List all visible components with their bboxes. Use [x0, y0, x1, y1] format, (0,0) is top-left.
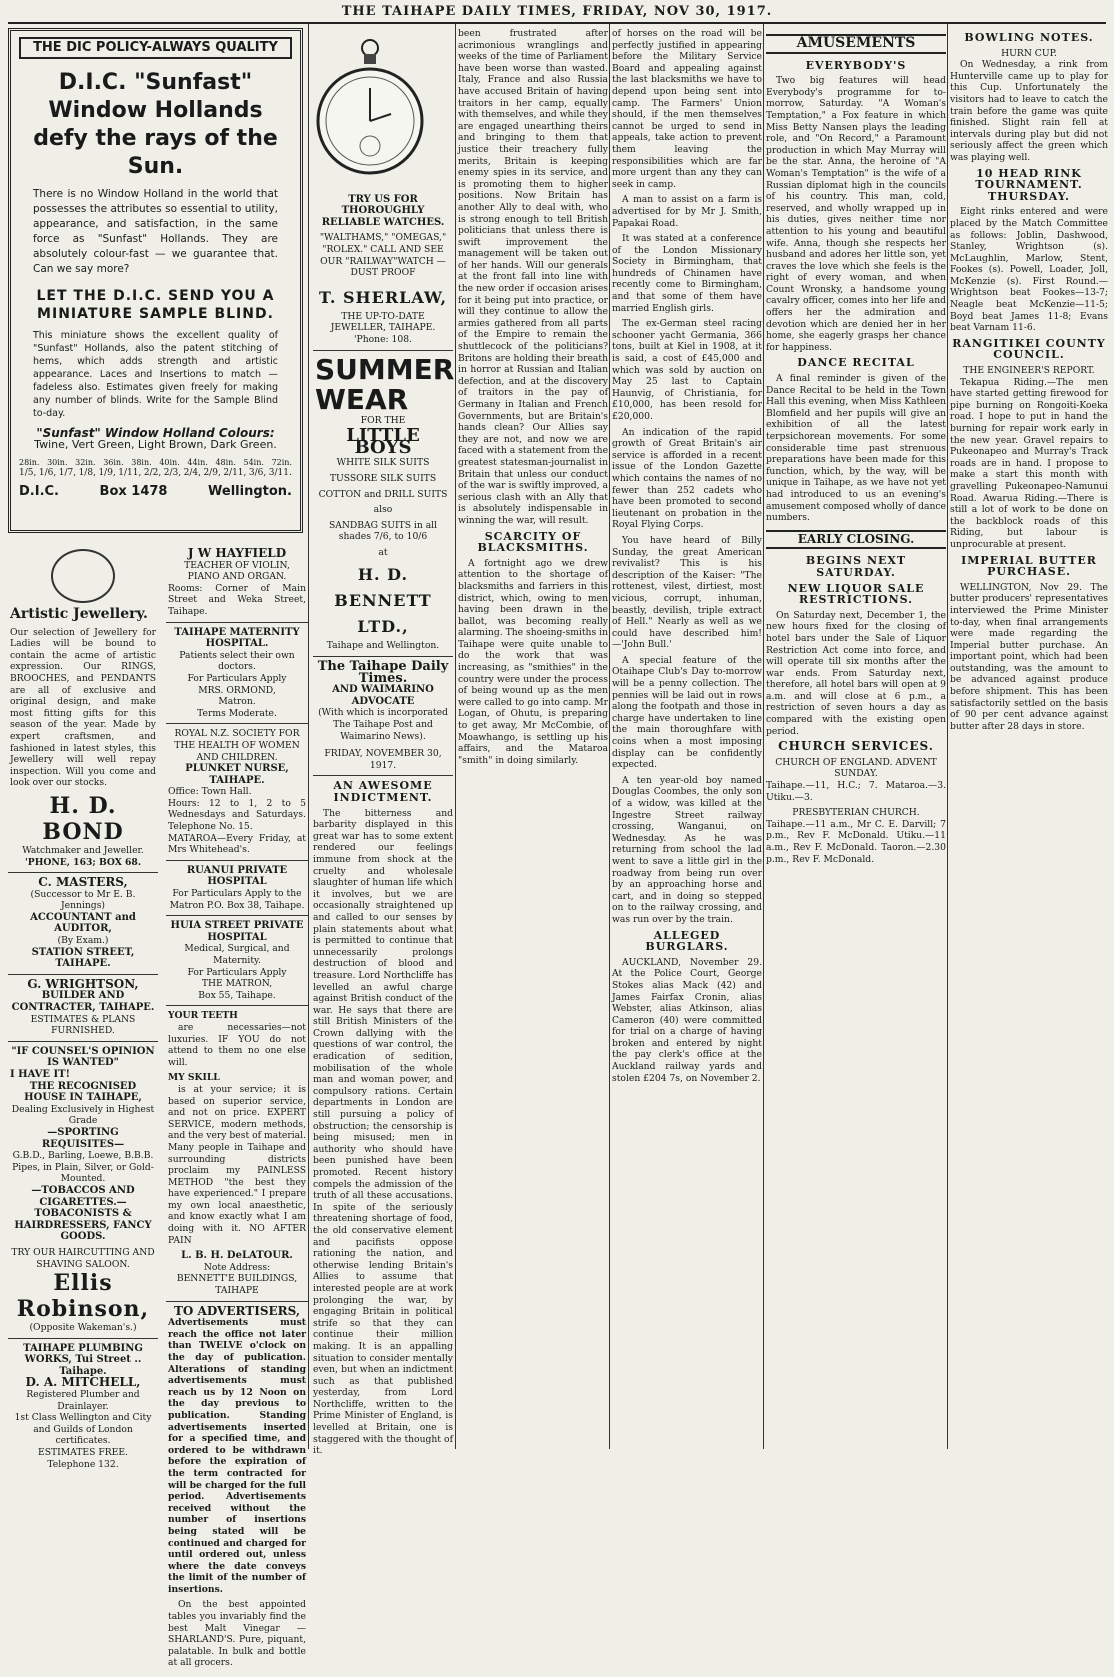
maternity-line1: Patients select their own doctors.: [179, 649, 295, 673]
hayfield-line1: TEACHER OF VIOLIN, PIANO AND ORGAN.: [184, 559, 290, 583]
plunket-title: ROYAL N.Z. SOCIETY FOR THE HEALTH OF WOMEN AND CHILDREN.: [174, 728, 300, 763]
masters-line1: ACCOUNTANT and AUDITOR,: [30, 911, 136, 935]
robinson-ad: [8, 1042, 158, 1339]
summer-item: also: [373, 504, 393, 516]
masters-sub: (Successor to Mr E. B. Jennings): [30, 888, 136, 912]
robinson-name: Ellis Robinson,: [16, 1270, 150, 1323]
sherlaw-phone: 'Phone: 108.: [354, 333, 412, 345]
news-item-farm: A man to assist on a farm is advertised for by Mr J. Smith, Papakai Road.: [612, 194, 762, 229]
plunket-ad: [166, 724, 308, 861]
indictment-title: AN AWESOME INDICTMENT.: [333, 779, 433, 804]
summer-boys: LITTLE BOYS: [346, 425, 420, 458]
price-label: 3/6,: [248, 468, 267, 479]
maternity-title: TAIHAPE MATERNITY HOSPITAL.: [174, 626, 300, 650]
price-label: 2/3,: [163, 468, 182, 479]
dic-prices: [19, 468, 292, 480]
plunket-name: PLUNKET NURSE, TAIHAPE.: [185, 763, 289, 786]
summer-item: at: [378, 546, 388, 558]
bond-name: H. D. BOND: [42, 792, 124, 845]
teeth-title: YOUR TEETH: [168, 1010, 238, 1022]
column-6: [766, 28, 946, 1448]
closing-sub2: NEW LIQUOR SALE RESTRICTIONS.: [787, 581, 925, 607]
burglars-title: ALLEGED BURGLARS.: [645, 928, 729, 954]
price-label: 1/8,: [78, 468, 96, 479]
bond-sub: Watchmaker and Jeweller.: [22, 844, 144, 856]
summer-item: SANDBAG SUITS in all shades 7/6, to 10/6: [328, 519, 438, 543]
summer-title: SUMMER WEAR: [315, 352, 455, 416]
summer-items: [315, 457, 451, 558]
dic-sizes: [19, 457, 292, 469]
masthead-rule: [8, 22, 1106, 24]
masters-line3: STATION STREET, TAIHAPE.: [31, 946, 135, 970]
summer-for: FOR THE: [360, 414, 406, 426]
advertisers-body: Advertisements must reach the office not later than TWELVE o'clock on the day of publication. Alterations of standing advertisements must reach us by 12 Noon on the day previous to publication. Standing advertisements inserted for a specified time, and ordered to be withdrawn before the expiration of the term contracted for will be charged for the full period. Advertisements received without the number of insertions being stated will be continued and charged for until ordered out, unless where the date conveys the limit of the number of insertions.: [168, 1317, 306, 1595]
delatour-line2: BENNETT'E BUILDINGS, TAIHAPE: [176, 1273, 298, 1297]
dic-colours-title: "Sunfast" Window Holland Colours:: [36, 425, 275, 440]
counsel-line4: Dealing Exclusively in Highest Grade: [11, 1103, 155, 1127]
bennett-name: H. D. BENNETT LTD.,: [334, 565, 432, 637]
dic-send-heading: LET THE D.I.C. SEND YOU A MINIATURE SAMPLE BLIND.: [36, 287, 275, 322]
counsel-line3: THE RECOGNISED HOUSE IN TAIHAPE,: [24, 1080, 142, 1104]
size-label: 40in.: [159, 457, 180, 467]
counsel-line5: —SPORTING REQUISITES—: [41, 1126, 125, 1150]
plumbing-line3: ESTIMATES FREE.: [38, 1447, 128, 1459]
amusements-sub: EVERYBODY'S: [805, 58, 907, 72]
wrightson-line1: BUILDER AND CONTRACTER, TAIHAPE.: [11, 990, 155, 1014]
ruanui-title: RUANUI PRIVATE HOSPITAL: [186, 864, 288, 888]
price-label: 1/7,: [58, 468, 77, 479]
dentist-ad: [166, 1006, 308, 1301]
closing-sub: BEGINS NEXT SATURDAY.: [805, 554, 907, 579]
plumbing-ad: [8, 1339, 158, 1475]
church-services2: Taihape.—11 a.m., Mr C. E. Darvill; 7 p.m., Rev F. McDonald. Utiku.—11 a.m., Rev F. McDonald. Taoron.—2.30 p.m., Rev F. McDonald.: [766, 818, 946, 865]
church-services: Taihape.—11, H.C.; 7. Mataroa.—3. Utiku.—3.: [766, 780, 946, 803]
teeth-body: are necessaries—not luxuries. IF YOU do not attend to them no one else will.: [168, 1021, 306, 1068]
column-divider: [308, 24, 309, 1449]
size-label: 54in.: [243, 457, 264, 467]
huia-line3: THE MATRON,: [201, 978, 273, 990]
plunket-line2: Hours: 12 to 1, 2 to 5 Wednesdays and Saturdays. Telephone No. 15.: [168, 797, 306, 833]
dic-foot-city: Wellington.: [208, 483, 292, 499]
dic-headline: D.I.C. "Sunfast" Window Hollands defy the rays of the Sun.: [33, 69, 278, 179]
hayfield-name: J W HAYFIELD: [187, 546, 287, 560]
size-label: 48in.: [215, 457, 236, 467]
bennett-ad: [313, 351, 453, 658]
church-sub: CHURCH OF ENGLAND. ADVENT SUNDAY.: [775, 756, 937, 780]
column-divider: [763, 24, 764, 1449]
price-label: 2/2,: [143, 468, 162, 479]
amusements-body: Two big features will head Everybody's programme for to-morrow, Saturday. "A Woman's Temptation," a Fox feature in which Miss Betty Nansen plays the leading role, and "On Record," a Paramount production in which May Murray will be the star. Anna, the heroine of "A Woman's Temptation" is the wife of a Russian diplomat high in the councils of his country. This man, cold, reserved, and wholly wrapped up in his duties, gives neither time nor attention to his young and beautiful wife. Anna, though she respects her husband and adores her little son, yet craves the love which she feels is the right of every woman, and when Count Wronsky, a handsome young cavalry officer, comes into her life and offers her the admiration and devotion which are denied her in her home, she eagerly grasps her chance for happiness.: [766, 75, 946, 353]
column-2: [166, 544, 308, 1669]
jewellery-ad: [8, 545, 158, 873]
size-label: 44in.: [187, 457, 208, 467]
price-label: 1/9,: [98, 468, 116, 479]
counsel-line1: "IF COUNSEL'S OPINION IS WANTED": [11, 1045, 155, 1069]
counsel-line8: TOBACONISTS & HAIRDRESSERS, FANCY GOODS.: [14, 1208, 152, 1243]
summer-item: TUSSORE SILK SUITS: [329, 472, 437, 484]
robinson-sub: (Opposite Wakeman's.): [29, 1322, 137, 1334]
bowling-sub: HURN CUP.: [1001, 47, 1057, 59]
dic-body: There is no Window Holland in the world that possesses the attributes so essential to utility, appearance, and satisfaction, in the same force as "Sunfast" Hollands. They are absolutely colour-fast — we guarantee that. Can we say more?: [33, 187, 278, 275]
ruanui-ad: [166, 861, 308, 916]
blacksmiths-title: SCARCITY OF BLACKSMITHS.: [477, 529, 589, 555]
news-item-yacht: The ex-German steel racing schooner yacht Germania, 366 tons, built at Kiel in 1908, at it is said, a cost of £45,000 and which was sold by auction on May 25 last to Captain Haunvig, of Christiania, for £10,000, has been resold for £20,000.: [612, 318, 762, 422]
sherlaw-caption: TRY US FOR THOROUGHLY RELIABLE WATCHES.: [321, 193, 445, 228]
price-label: 2/4,: [183, 468, 201, 479]
dic-footer: [19, 483, 292, 499]
indictment-continued: been frustrated after acrimonious wranglings and weeks of the time of Parliament have been worse than wasted. Italy, France and also Russia have accused Britain of having traitors in her camp, equally with themselves, and while they are engaged unearthing theirs and bringing to them that justice their treachery fully merits, Britain is keeping enemy spies in its service, and is promoting them to higher positions. Now Britain has another Ally to deal with, who is strong enough to tell British politicians that unless there is swift improvement the management will be taken out of her hands. Will our generals at the front fall into line with the new order if occasion arises for it being put into practice, or will they continue to allow the armies gathered from all parts of the Empire to remain the shuttlecock of the politicians? Britons are holding their breath in horror at Russian and Italian defection, and at the discovery of traitors in the pay of Germany in Italian and French Governments, but are Britain's hands clean? Our Allies say they are not, and now we are faced with a statement from the greatest statesman-journalist in Britain that unless our conduct of the war is swiftly improved, a serious clash with an Ally that is absolutely indispensable in winning the war, will result.: [458, 28, 608, 526]
pocket-watch-icon: [315, 36, 425, 186]
church-title: CHURCH SERVICES.: [778, 739, 934, 754]
bowling-body: On Wednesday, a rink from Hunterville came up to play for this Cup. Unfortunately the visitors had to leave to catch the train before the game was quite finished. Slight rain fell at intervals during play but did not seriously affect the green which was playing well.: [950, 59, 1108, 163]
plunket-line1: Office: Town Hall.: [168, 786, 252, 798]
size-label: 38in.: [131, 457, 152, 467]
size-label: 28in.: [19, 457, 40, 467]
size-label: 72in.: [271, 457, 292, 467]
huia-line1: Medical, Surgical, and Maternity.: [184, 943, 290, 966]
hayfield-line2: Rooms: Corner of Main Street and Weka Street, Taihape.: [168, 582, 306, 617]
column-divider: [609, 24, 610, 1449]
maternity-line2: For Particulars Apply: [187, 672, 287, 684]
council-body: Tekapua Riding.—The men have started getting firewood for pipe burning on Rongoiti-Koeka road. I hope to put in hand the burning for repair work early in the new year. Gravel repairs to Pukeonapeo and Murray's Track roads are in hand. I propose to make a start this month with gravelling Pukeonapeo-Namunui Road. Awarua Riding.—There is still a lot of work to be done on the backblock roads of this Riding, but labour is unprocurable at present.: [950, 376, 1108, 550]
wrightson-name: G. WRIGHTSON,: [27, 976, 139, 991]
sherlaw-sub: THE UP-TO-DATE JEWELLER, TAIHAPE.: [330, 310, 436, 334]
closing-body: On Saturday next, December 1, the new hours fixed for the closing of hotel bars under the Sale of Liquor Restriction Act come into force, and will operate till six months after the war ends. From Saturday next, therefore, all hotel bars will open at 9 a.m. and will close at 6 p.m., a restriction of seven hours a day as compared with the existing open period.: [766, 609, 946, 737]
wrightson-ad: [8, 975, 158, 1042]
column-7: [950, 28, 1108, 1448]
wrightson-line2: ESTIMATES & PLANS FURNISHED.: [30, 1013, 136, 1037]
news-item-accident: A ten year-old boy named Douglas Coombes, the only son of a widow, was killed at the Ingestre Street railway crossing, Wanganui, on Wednesday. As he was returning from school the lad went to save a little girl in the roadway from being run over by an approaching horse and cart, and in doing so stepped on to the railway crossing, and was run over by the train.: [612, 774, 762, 925]
column-5: [612, 28, 762, 1448]
sherlaw-ad: [313, 28, 453, 351]
price-label: 1/6,: [38, 468, 57, 479]
masters-ad: [8, 873, 158, 975]
maternity-ad: [166, 623, 308, 725]
price-label: 2/11,: [223, 468, 247, 479]
mitchell-name: D. A. MITCHELL,: [25, 1375, 141, 1390]
advertisers-notice: [166, 1302, 308, 1677]
church-sub2: PRESBYTERIAN CHURCH.: [792, 807, 920, 819]
news-item-collection: A special feature of the Otaihape Club's Day to-morrow will be a penny collection. The pennies will be laid out in rows along the footpath and those in charge have undertaken to line the main thoroughfare with coins when a most imposing display can be confidently expected.: [612, 654, 762, 771]
news-item-chinamen: It was stated at a conference of the London Missionary Society in Birmingham, that hundreds of Chinamen have recently come to Birmingham, and that some of them have married English girls.: [612, 233, 762, 314]
column-divider: [947, 24, 948, 1449]
dic-colours: Twine, Vert Green, Light Brown, Dark Green.: [34, 438, 277, 452]
paper-sub: AND WAIMARINO ADVOCATE: [332, 684, 434, 707]
jewellery-icon: [51, 549, 115, 603]
sherlaw-name: T. SHERLAW,: [318, 287, 448, 307]
bowling-title: BOWLING NOTES.: [964, 31, 1094, 44]
counsel-line9: TRY OUR HAIRCUTTING AND SHAVING SALOON.: [11, 1246, 155, 1270]
vinegar-body: On the best appointed tables you invariably find the best Malt Vinegar — SHARLAND'S. Pure, piquant, palatable. In bulk and bottle at all grocers.: [168, 1599, 306, 1669]
hayfield-ad: [166, 544, 308, 623]
plumbing-line4: Telephone 132.: [47, 1458, 119, 1470]
dic-foot-box: Box 1478: [99, 483, 168, 499]
dic-advertisement: [8, 28, 303, 533]
counsel-line2: I HAVE IT!: [10, 1069, 71, 1080]
delatour-line1: Note Address:: [203, 1261, 271, 1273]
size-label: 30in.: [47, 457, 68, 467]
counsel-line7: —TOBACCOS AND CIGARETTES.—: [31, 1184, 135, 1208]
summer-item: COTTON and DRILL SUITS: [318, 488, 448, 500]
butter-body: WELLINGTON, Nov 29. The butter producers' representatives interviewed the Prime Minister to-day, when final arrangements were made regarding the Imperial butter purchase. An important point, which had been outstanding, was the amount to be advanced against produce before shipment. This has been satisfactorily settled on the basis of 90 per cent advance against butter after 28 days in store.: [950, 581, 1108, 732]
price-label: 1/11,: [118, 468, 142, 479]
price-label: 1/5,: [19, 468, 37, 479]
amusements-title: AMUSEMENTS: [766, 34, 946, 54]
column-3: [313, 28, 455, 1457]
masters-name: C. MASTERS,: [38, 875, 128, 890]
dic-body-2: This miniature shows the excellent quality of "Sunfast" Hollands, also the patent stitching of hems, which adds strength and artistic appearance. Laces and Insertions to match — fadeless also. Estimates given freely for making any number of blinds. Write for the Sample Blind to-day.: [33, 329, 278, 419]
huia-ad: [166, 916, 308, 1006]
news-item-air-service: An indication of the rapid growth of Great Britain's air service is afforded in a recent issue of the London Gazette which contains the names of no fewer than 252 cadets who have been promoted to second lieutenant on probation in the Royal Flying Corps.: [612, 426, 762, 531]
size-label: 36in.: [103, 457, 124, 467]
sherlaw-body: "WALTHAMS," "OMEGAS," "ROLEX." CALL AND SEE OUR "RAILWAY"WATCH —DUST PROOF: [319, 232, 447, 279]
skill-title: MY SKILL: [168, 1072, 220, 1084]
plunket-line3: MATAROA—Every Friday, at Mrs Whitehead's.: [168, 832, 306, 856]
skill-body: is at your service; it is based on superior service, and not on price. EXPERT SERVICE, modern methods, and the very best of material. Many people in Taihape and surrounding districts proclaim my PAINLESS METHOD "the best they have experienced." I prepare my own local anaesthetic, and know exactly what I am doing with it. NO AFTER PAIN: [168, 1083, 306, 1246]
price-label: 3/11.: [268, 468, 292, 479]
paper-title-block: [313, 657, 453, 776]
paper-date: FRIDAY, NOVEMBER 30, 1917.: [324, 748, 442, 771]
column-divider: [455, 24, 456, 1449]
jewellery-body: Our selection of Jewellery for Ladies will be bound to contain the acme of artistic expression. Our RINGS, BROOCHES, and PENDANTS are all of exclusive and original design, and make most fitting gifts for this season of the year. Made by expert craftsmen, and fashioned in latest styles, this Jewellery will well repay inspection. Will you come and look over our stocks.: [10, 626, 156, 789]
blacksmiths-continued: of horses on the road will be perfectly justified in appearing before the Military Service Board and appealing against the last blacksmiths we have to depend upon being sent into camp. The Farmers' Union should, if the men themselves cannot be urged to send in appeals, take action to prevent them leaving the responsibilities which are far more urgent than any they can seek in camp.: [612, 28, 762, 190]
summer-item: WHITE SILK SUITS: [336, 457, 430, 469]
paper-title: The Taihape Daily Times.: [317, 659, 449, 686]
maternity-line4: Matron.: [218, 696, 256, 708]
indictment-body: The bitterness and barbarity displayed in this great war has to some extent rendered our feelings immune from shock at the cruelty and wholesale slaughter of human life which it involves, but we are occasionally straightened up and called to our senses by plain statements about what is permitted to continue that unnecessarily prolongs destruction of blood and treasure. Lord Northcliffe has levelled an awful charge against British conduct of the war. He says that there are still British Ministers of the Crown dallying with the questions of war control, the eradication of sedition, mobilisation of the whole man and woman power, and compulsory rations. Certain departments in London are still pursuing a policy of obstruction; the censorship is being misused; men in authority who should have been punished have been promoted. Recent history compels the admission of the truth of all these accusations. In spite of the seriously threatening shortage of food, the old conservative element and pacifists oppose rationing the nation, and otherwise lending Britain's Allies to assume that interested people are at work prolonging the war, by engaging Britain in political strife so that they can continue their million making. It is an appalling situation to consider mentally even, but when an indictment such as that published yesterday, from Lord Northcliffe, written to the Prime Minister of England, is levelled at Britain, one is staggered with the thought of it.: [313, 807, 453, 1457]
masthead: THE TAIHAPE DAILY TIMES, FRIDAY, NOV 30, 1917.: [341, 4, 773, 19]
mitchell-sub: Registered Plumber and Drainlayer.: [26, 1389, 140, 1412]
council-title: RANGITIKEI COUNTY COUNCIL.: [952, 336, 1106, 362]
dic-foot-left: D.I.C.: [19, 483, 59, 499]
plumbing-line1: TAIHAPE PLUMBING WORKS, Tui Street .. Taihape.: [23, 1342, 143, 1377]
closing-title: EARLY CLOSING.: [766, 530, 946, 550]
ruanui-line1: For Particulars Apply to the Matron P.O. Box 38, Taihape.: [169, 888, 305, 911]
jewellery-title: Artistic Jewellery.: [10, 606, 148, 622]
dic-logo: THE DIC POLICY-ALWAYS QUALITY: [19, 37, 292, 59]
news-item-billy-sunday: You have heard of Billy Sunday, the great American revivalist? This is his description of the Kaiser: "The rottenest, vilest, dirtiest, most vicious, corrupt, inhuman, beastly, devilish, triple extract of Hell." Nearly as well as we could have described him!—'John Bull.': [612, 534, 762, 651]
blacksmiths-body: A fortnight ago we drew attention to the shortage of blacksmiths and farriers in this district, which, owing to men having been drawn in the ballot, was becoming really alarming. The shoeing-smiths in Taihape were quite unable to do the work that was increasing, as "smithies" in the country were under the process of being wound up as the men were called to go into camp. Mr Logan, of Ohutu, is preparing to get away, Mr McCombie, of Moawhango, is settling up his affairs, and the Mataroa "smith" in doing similarly.: [458, 557, 608, 766]
counsel-line6: G.B.D., Barling, Loewe, B.B.B. Pipes, in Plain, Silver, or Gold-Mounted.: [12, 1150, 154, 1185]
tournament-body: Eight rinks entered and were placed by the Match Committee as follows: Joblin, Dashwood, Stanley, Wrightson (s). McLaughlin, Marlow, Stent, Fookes (s). Powell, Loader, Joll, McKenzie (s). First Round.—Wrightson beat Fookes—13-7; Neagle beat McKenzie—11-5; Boyd beat James 11-8; Evans beat Varnam 11-6.: [950, 206, 1108, 334]
dance-body: A final reminder is given of the Dance Recital to be held in the Town Hall this evening, when Miss Kathleen Blomfield and her pupils will give an exhibition of all the latest terpsichorean movements. For some considerable time past strenuous preparations have been made for this function, which, by the way, will be unique in Taihape, as we have not yet had introduced to us an evening's amusement composed wholly of dance numbers.: [766, 373, 946, 524]
paper-sub2: (With which is incorporated The Taihape Post and Waimarino News).: [318, 707, 448, 742]
huia-title: HUIA STREET PRIVATE HOSPITAL: [170, 920, 304, 943]
column-4: [458, 28, 608, 1448]
plumbing-line2: 1st Class Wellington and City and Guilds of London certificates.: [14, 1412, 152, 1447]
maternity-line5: Terms Moderate.: [197, 707, 277, 719]
delatour-name: L. B. H. DeLATOUR.: [181, 1250, 293, 1262]
huia-line4: Box 55, Taihape.: [198, 989, 276, 1001]
advertisers-title: TO ADVERTISERS,: [173, 1303, 301, 1318]
left-ads: [8, 545, 158, 1474]
burglars-body: AUCKLAND, November 29. At the Police Court, George Stokes alias Mack (42) and James Fairfax Cronin, alias Webster, alias Atkinson, alias Cameron (40) were committed for trial on a charge of having broken and entered by night the pay clerk's office at the Auckland railway yards and stolen £204 7s, on November 2.: [612, 956, 762, 1084]
huia-line2: For Particulars Apply: [187, 966, 287, 978]
bond-phone: 'PHONE, 163; BOX 68.: [24, 856, 142, 868]
butter-title: IMPERIAL BUTTER PURCHASE.: [961, 553, 1097, 579]
dance-title: DANCE RECITAL: [797, 356, 915, 370]
tournament-title: 10 HEAD RINK TOURNAMENT. THURSDAY.: [975, 166, 1083, 203]
maternity-line3: MRS. ORMOND,: [198, 684, 276, 696]
size-label: 32in.: [75, 457, 96, 467]
council-sub: THE ENGINEER'S REPORT.: [963, 365, 1095, 377]
price-label: 2/9,: [203, 468, 221, 479]
bennett-sub: Taihape and Wellington.: [326, 640, 440, 652]
masters-line2: (By Exam.): [57, 935, 109, 947]
